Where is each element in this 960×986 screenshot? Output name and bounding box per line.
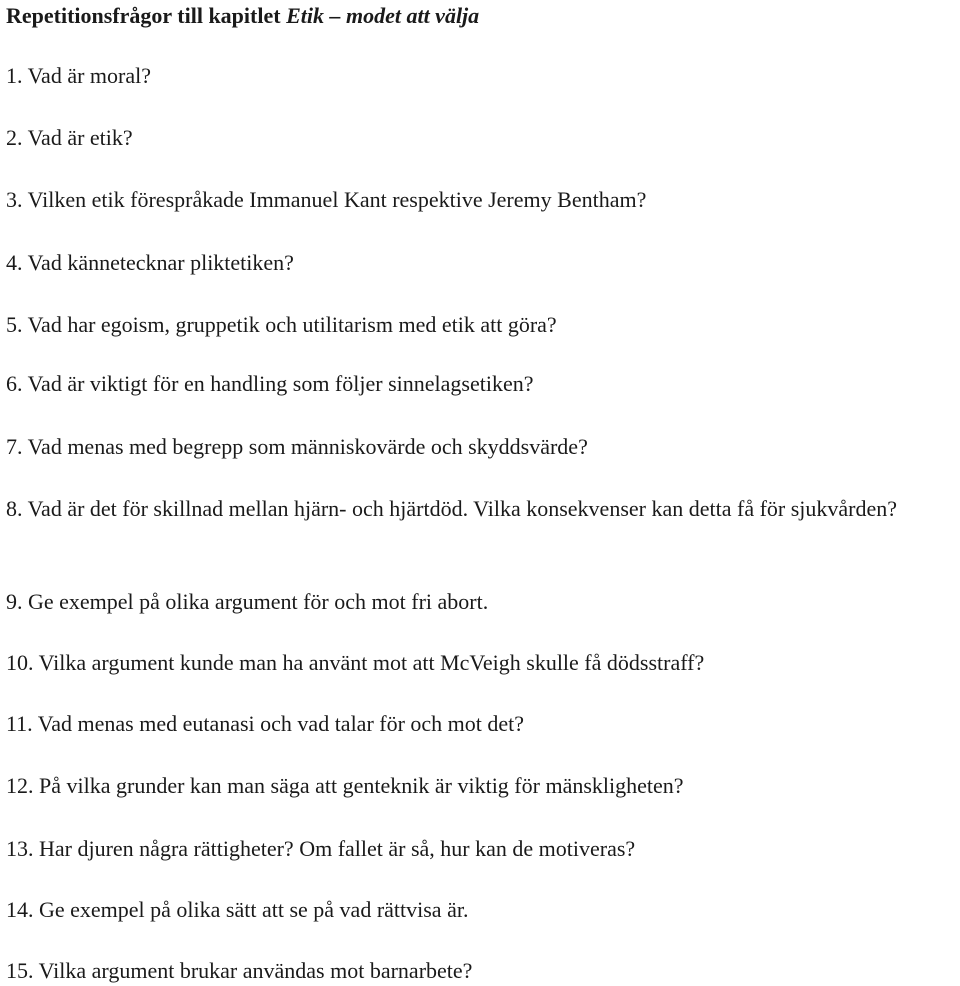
question-item: 1. Vad är moral? [6, 63, 151, 88]
question-item: 11. Vad menas med eutanasi och vad talar för och mot det? [6, 711, 525, 736]
question-item: 12. På vilka grunder kan man säga att genteknik är viktig för mänskligheten? [6, 773, 684, 798]
question-item: 6. Vad är viktigt för en handling som följer sinnelagsetiken? [6, 371, 534, 396]
question-item: 10. Vilka argument kunde man ha använt mot att McVeigh skulle få dödsstraff? [6, 650, 705, 675]
question-item: 4. Vad kännetecknar pliktetiken? [6, 250, 294, 275]
question-item: 13. Har djuren några rättigheter? Om fallet är så, hur kan de motiveras? [6, 836, 636, 861]
question-item: 14. Ge exempel på olika sätt att se på vad rättvisa är. [6, 897, 469, 922]
question-item: 8. Vad är det för skillnad mellan hjärn- och hjärtdöd. Vilka konsekvenser kan detta få för sjukvården? [6, 496, 898, 521]
document-title [6, 3, 956, 29]
question-item: 5. Vad har egoism, gruppetik och utilitarism med etik att göra? [6, 312, 557, 337]
question-item: 9. Ge exempel på olika argument för och mot fri abort. [6, 589, 489, 614]
title-chapter-name: Etik – modet att välja [286, 3, 480, 28]
document-page [6, 0, 956, 983]
question-item: 3. Vilken etik förespråkade Immanuel Kant respektive Jeremy Bentham? [6, 187, 647, 212]
title-text: Repetitionsfrågor till kapitlet [6, 3, 287, 28]
question-item: 7. Vad menas med begrepp som människovärde och skyddsvärde? [6, 434, 588, 459]
question-item: 2. Vad är etik? [6, 125, 133, 150]
question-item: 15. Vilka argument brukar användas mot barnarbete? [6, 958, 473, 983]
